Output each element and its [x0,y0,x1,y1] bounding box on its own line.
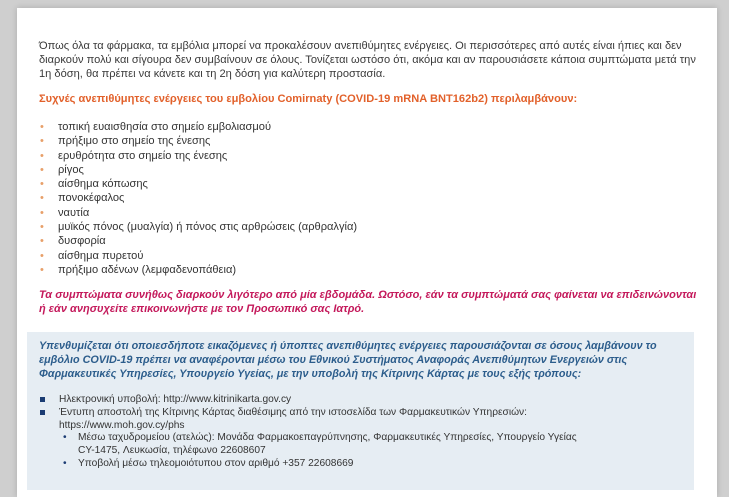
list-item [39,149,699,163]
side-effects-heading: Συχνές ανεπιθύμητες ενέργειες του εμβολίου Comirnaty (COVID-19 mRNA BNT162b2) περιλαμβάνουν: [39,93,578,105]
bullet-icon: • [40,235,44,248]
reporting-heading: Υπενθυμίζεται ότι οποιεσδήποτε εικαζόμενες ή ύποπτες ανεπιθύμητες ενέργειες παρουσιάζονται σε όσους λαμβάνουν το εμβόλιο COVID-19 πρέπει να αναφέρονται μέσω του Εθνικού Συστήματος Αναφοράς Ανεπιθύμητων Ενεργειών στις Φαρμακευτικές Υπηρεσίες, Υπουργείο Υγείας, με την υποβολή της Κίτρινης Κάρτας με τους εξής τρόπους: [39,340,657,381]
fax-text: Υποβολή μέσω τηλεομοιότυπου στον αριθμό +357 22608669 [78,457,354,469]
list-item-text: πονοκέφαλος [58,192,125,205]
list-item [39,249,699,263]
square-bullet-icon [40,397,45,402]
list-item-text: πρήξιμο στο σημείο της ένεσης [58,135,211,148]
duration-note: Τα συμπτώματα συνήθως διαρκούν λιγότερο από μία εβδομάδα. Ωστόσο, εάν τα συμπτώματά σας φαίνεται να επιδεινώνονται ή εάν ανησυχείτε επικοινωνήστε με τον Προσωπικό σας Ιατρό. [39,289,697,316]
bullet-icon: • [63,457,67,469]
sub-item-post [61,432,687,457]
list-item-text: αίσθημα κόπωσης [58,178,148,191]
document-content [39,39,699,316]
list-item [39,163,699,177]
list-item-text: ναυτία [58,206,90,219]
print-report-url: https://www.moh.gov.cy/phs [59,420,185,432]
list-item [39,191,699,205]
square-bullet-icon [40,410,45,415]
list-item-online [39,393,687,406]
bullet-icon: • [40,178,44,191]
list-item-text: μυϊκός πόνος (μυαλγία) ή πόνος στις αρθρώσεις (αρθραλγία) [58,221,358,234]
bullet-icon: • [63,432,67,444]
list-item-print [39,406,687,471]
document-page [17,8,717,497]
list-item-text: τοπική ευαισθησία στο σημείο εμβολιασμού [58,121,272,133]
bullet-icon: • [40,206,44,219]
list-item-text: ρίγος [58,163,84,176]
list-item-text: ερυθρότητα στο σημείο της ένεσης [58,149,228,162]
list-item-text: αίσθημα πυρετού [58,249,144,262]
bullet-icon: • [40,249,44,262]
list-item [39,206,699,220]
list-item [39,234,699,248]
reporting-box [27,332,694,490]
print-report-text: Έντυπη αποστολή της Κίτρινης Κάρτας διαθέσιμης από την ιστοσελίδα των Φαρμακευτικών Υπηρεσιών: [59,406,527,418]
list-item-text: δυσφορία [58,235,106,248]
list-item [39,134,699,148]
bullet-icon: • [40,135,44,148]
intro-paragraph: Όπως όλα τα φάρμακα, τα εμβόλια μπορεί να προκαλέσουν ανεπιθύμητες ενέργειες. Οι περισσότερες από αυτές είναι ήπιες και δεν διαρκούν πολύ και σίγουρα δεν συμβαίνουν σε όλους. Τονίζεται ωστόσο ότι, ακόμα και αν παρουσιάσετε κάποια συμπτώματα μετά την 1η δόση, θα πρέπει να κάνετε και τη 2η δόση για καλύτερη προστασία. [39,40,696,80]
list-item [39,120,699,134]
bullet-icon: • [40,149,44,162]
list-item-text: πρήξιμο αδένων (λεμφαδενοπάθεια) [58,263,237,276]
bullet-icon: • [40,163,44,176]
online-report-text: Ηλεκτρονική υποβολή: http://www.kitrinikarta.gov.cy [59,393,292,405]
reporting-methods-list [39,393,687,471]
list-item [39,177,699,191]
list-item [39,263,699,277]
sub-item-fax [61,458,687,471]
bullet-icon: • [40,192,44,205]
bullet-icon: • [40,121,44,133]
reporting-box-content [39,339,687,470]
list-item [39,220,699,234]
print-sub-list [59,432,687,470]
bullet-icon: • [40,221,44,234]
side-effects-list [39,120,699,277]
post-line-2: CY-1475, Λευκωσία, τηλέφωνο 22608607 [78,444,266,456]
bullet-icon: • [40,263,44,276]
post-line-1: Μέσω ταχυδρομείου (ατελώς): Μονάδα Φαρμακοεπαγρύπνησης, Φαρμακευτικές Υπηρεσίες, Υπουργείο Υγείας [78,432,577,444]
